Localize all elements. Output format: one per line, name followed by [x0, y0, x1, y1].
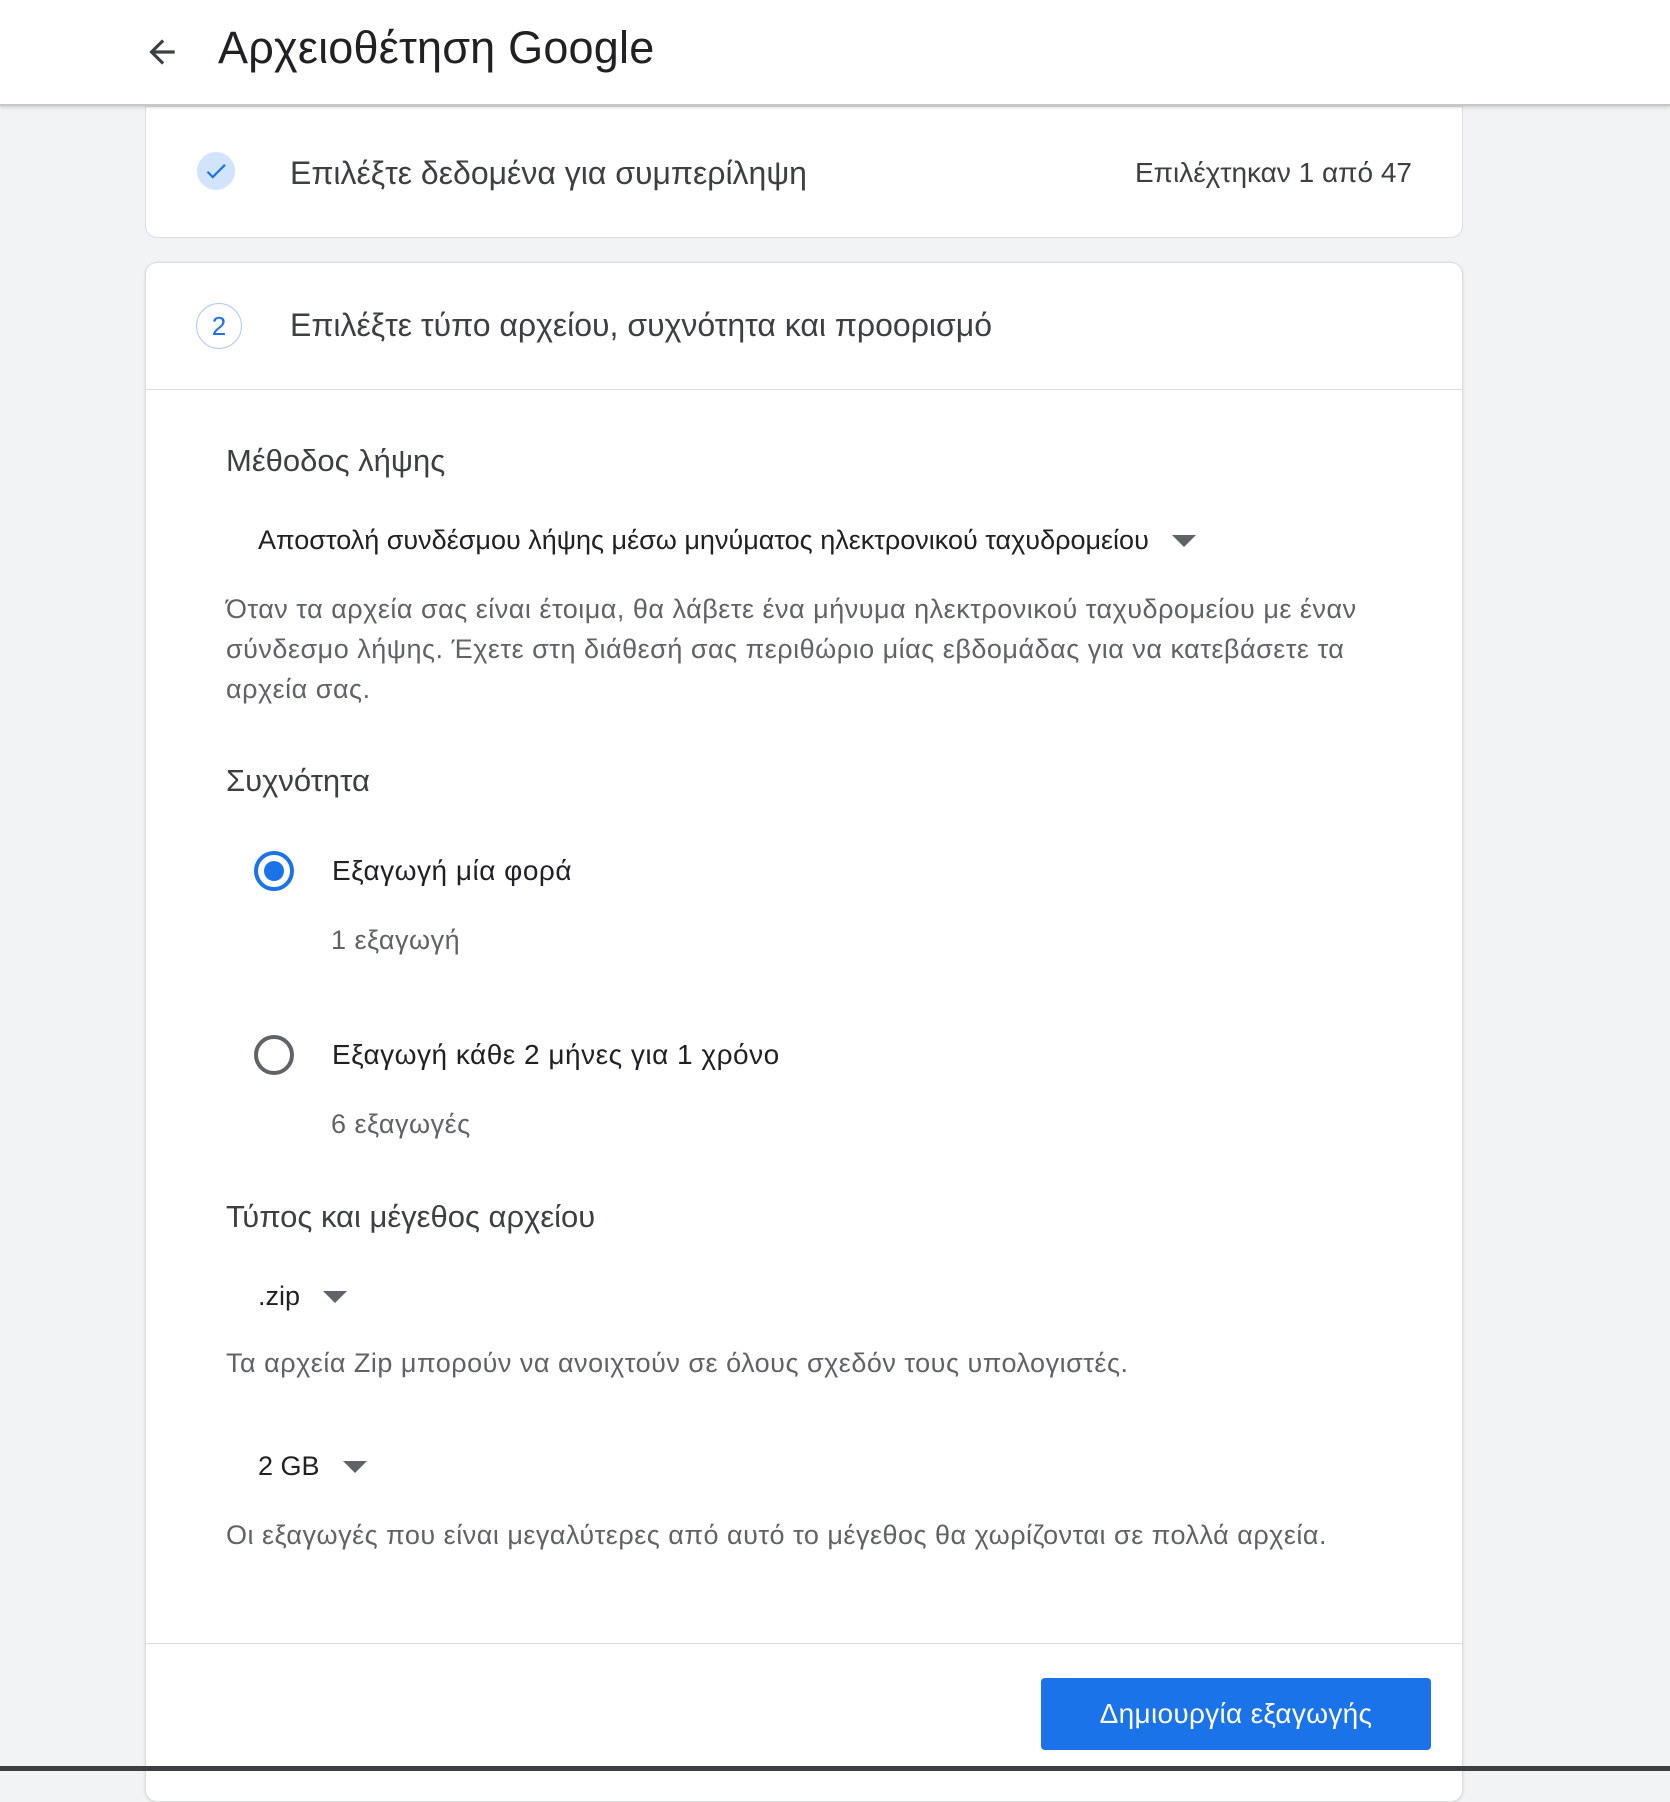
file-type-heading: Τύπος και μέγεθος αρχείου: [226, 1199, 596, 1234]
divider: [146, 1643, 1462, 1644]
delivery-method-value: Αποστολή συνδέσμου λήψης μέσω μηνύματος ηλεκτρονικού ταχυδρομείου: [258, 525, 1149, 555]
frequency-heading: Συχνότητα: [226, 763, 370, 798]
step-title: Επιλέξτε τύπο αρχείου, συχνότητα και προορισμό: [290, 307, 993, 343]
page-title: Αρχειοθέτηση Google: [218, 22, 655, 73]
delivery-method-description: Όταν τα αρχεία σας είναι έτοιμα, θα λάβετε ένα μήνυμα ηλεκτρονικού ταχυδρομείου με έναν σύνδεσμο λήψης. Έχετε στη διάθεσή σας περιθώριο μίας εβδομάδας για να κατεβάσετε τα αρχεία σας.: [226, 594, 1357, 704]
selected-count: Επιλέχτηκαν 1 από 47: [1134, 157, 1412, 188]
file-size-select[interactable]: [258, 1451, 368, 1482]
file-size-description: Οι εξαγωγές που είναι μεγαλύτερες από αυτό το μέγεθος θα χωρίζονται σε πολλά αρχεία.: [226, 1520, 1327, 1550]
step-complete-badge: [197, 152, 235, 190]
radio-sublabel: 6 εξαγωγές: [331, 1109, 471, 1139]
step-number-badge: 2: [196, 303, 242, 349]
file-type-description: Τα αρχεία Zip μπορούν να ανοιχτούν σε όλους σχεδόν τους υπολογιστές.: [226, 1348, 1129, 1378]
file-type-value: .zip: [258, 1281, 301, 1311]
caret-down-icon: [322, 1290, 348, 1304]
app-header: [0, 0, 1670, 106]
caret-down-icon: [1171, 534, 1197, 548]
delivery-method-heading: Μέθοδος λήψης: [226, 443, 446, 478]
file-type-select[interactable]: [258, 1281, 348, 1312]
arrow-left-icon: [143, 33, 181, 71]
create-export-button[interactable]: Δημιουργία εξαγωγής: [1041, 1678, 1431, 1750]
radio-export-recurring[interactable]: [254, 1035, 780, 1075]
radio-label: Εξαγωγή κάθε 2 μήνες για 1 χρόνο: [332, 1039, 780, 1070]
radio-label: Εξαγωγή μία φορά: [332, 855, 573, 886]
file-size-value: 2 GB: [258, 1451, 320, 1481]
bottom-edge: [0, 1766, 1670, 1771]
step-file-options: [145, 262, 1463, 1802]
step-title: Επιλέξτε δεδομένα για συμπερίληψη: [290, 155, 807, 191]
check-icon: [203, 158, 229, 184]
radio-button-unchecked[interactable]: [254, 1035, 294, 1075]
step-select-data[interactable]: [145, 106, 1463, 238]
radio-export-once[interactable]: [254, 851, 572, 891]
caret-down-icon: [342, 1460, 368, 1474]
divider: [146, 389, 1462, 390]
delivery-method-select[interactable]: [258, 525, 1197, 556]
page-edge: [1655, 0, 1670, 1771]
radio-dot: [264, 861, 284, 881]
back-button[interactable]: [140, 30, 184, 74]
radio-sublabel: 1 εξαγωγή: [331, 925, 461, 955]
radio-button-checked[interactable]: [254, 851, 294, 891]
